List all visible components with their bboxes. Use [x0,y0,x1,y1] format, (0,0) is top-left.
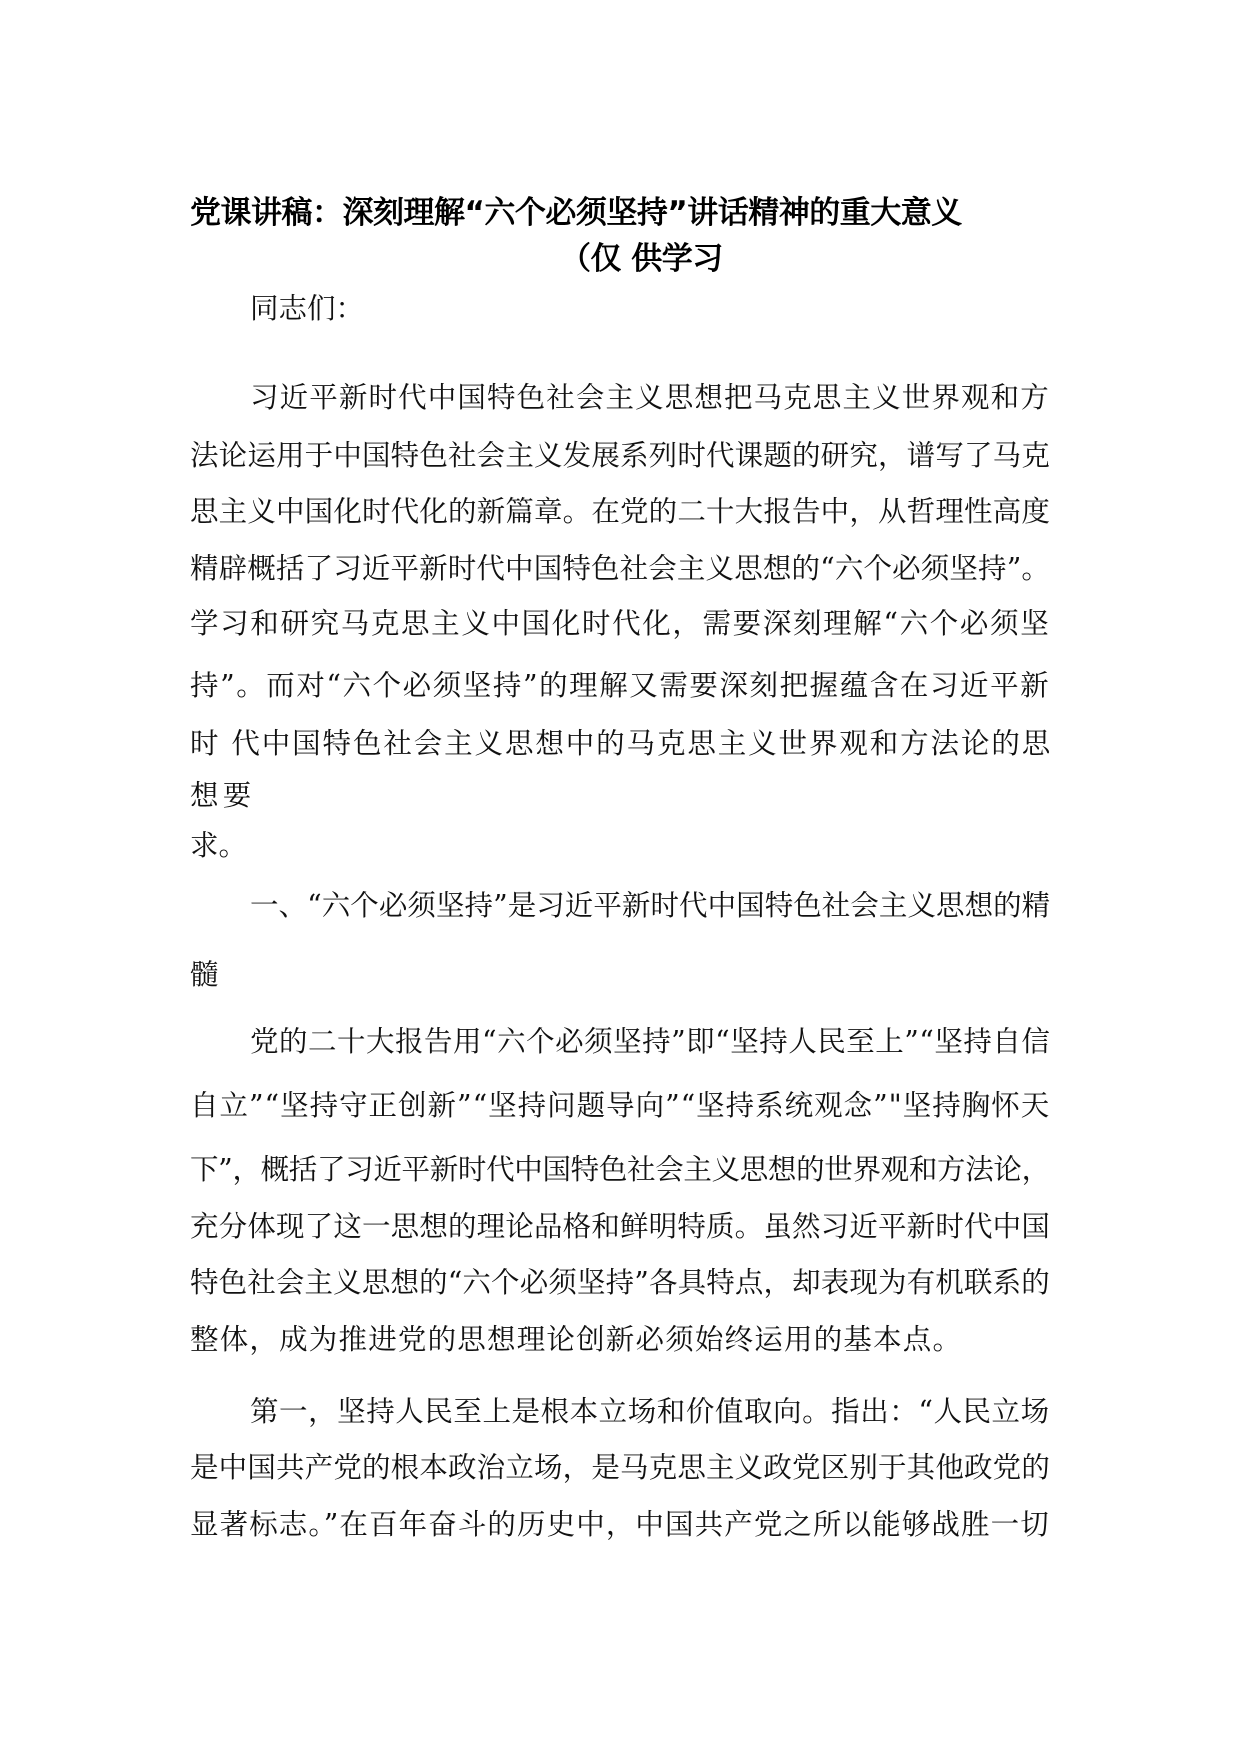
section-heading: 髓 [190,958,219,991]
intro-line: 学习和研究马克思主义中国化时代化，需要深刻理解“六个必须坚 [190,607,1051,640]
intro-line: 习近平新时代中国特色社会主义思想把马克思主义世界观和方 [250,381,1050,414]
intro-line: 持”。而对“六个必须坚持”的理解又需要深刻把握蕴含在习近平新 [190,669,1051,702]
section-heading: 一、“六个必须坚持”是习近平新时代中国特色社会主义思想的精 [250,889,1051,922]
body-line: 第一，坚持人民至上是根本立场和价值取向。指出：“人民立场 [250,1395,1050,1428]
intro-line: 思主义中国化时代化的新篇章。在党的二十大报告中，从哲理性高度 [190,495,1051,528]
body-line: 党的二十大报告用“六个必须坚持”即“坚持人民至上”“坚持自信 [250,1025,1051,1058]
body-line: 特色社会主义思想的“六个必须坚持”各具特点，却表现为有机联系的 [190,1266,1050,1299]
intro-line: 精辟概括了习近平新时代中国特色社会主义思想的“六个必须坚持”。 [190,552,1051,585]
body-line: 下”，概括了习近平新时代中国特色社会主义思想的世界观和方法论， [190,1153,1050,1186]
intro-line: 想要 [190,779,256,812]
body-line: 整体，成为推进党的思想理论创新必须始终运用的基本点。 [190,1323,963,1356]
body-line: 自立”“坚持守正创新”“坚持问题导向”“坚持系统观念”"坚持胸怀天 [190,1089,1051,1122]
body-line: 显著标志。”在百年奋斗的历史中，中国共产党之所以能够战胜一切 [190,1508,1050,1541]
intro-line: 时 代中国特色社会主义思想中的马克思主义世界观和方法论的思 [190,727,1053,760]
intro-line: 法论运用于中国特色社会主义发展系列时代课题的研究，谱写了马克 [190,439,1051,472]
salutation: 同志们： [250,292,365,325]
body-line: 是中国共产党的根本政治立场，是马克思主义政党区别于其他政党的 [190,1451,1051,1484]
body-line: 充分体现了这一思想的理论品格和鲜明特质。虽然习近平新时代中国 [190,1210,1051,1243]
document-title-line-1: 党课讲稿：深刻理解“六个必须坚持”讲话精神的重大意义 [190,195,962,231]
intro-line: 求。 [190,829,248,862]
document-title-line-2: （仅 供学习 [560,241,723,277]
